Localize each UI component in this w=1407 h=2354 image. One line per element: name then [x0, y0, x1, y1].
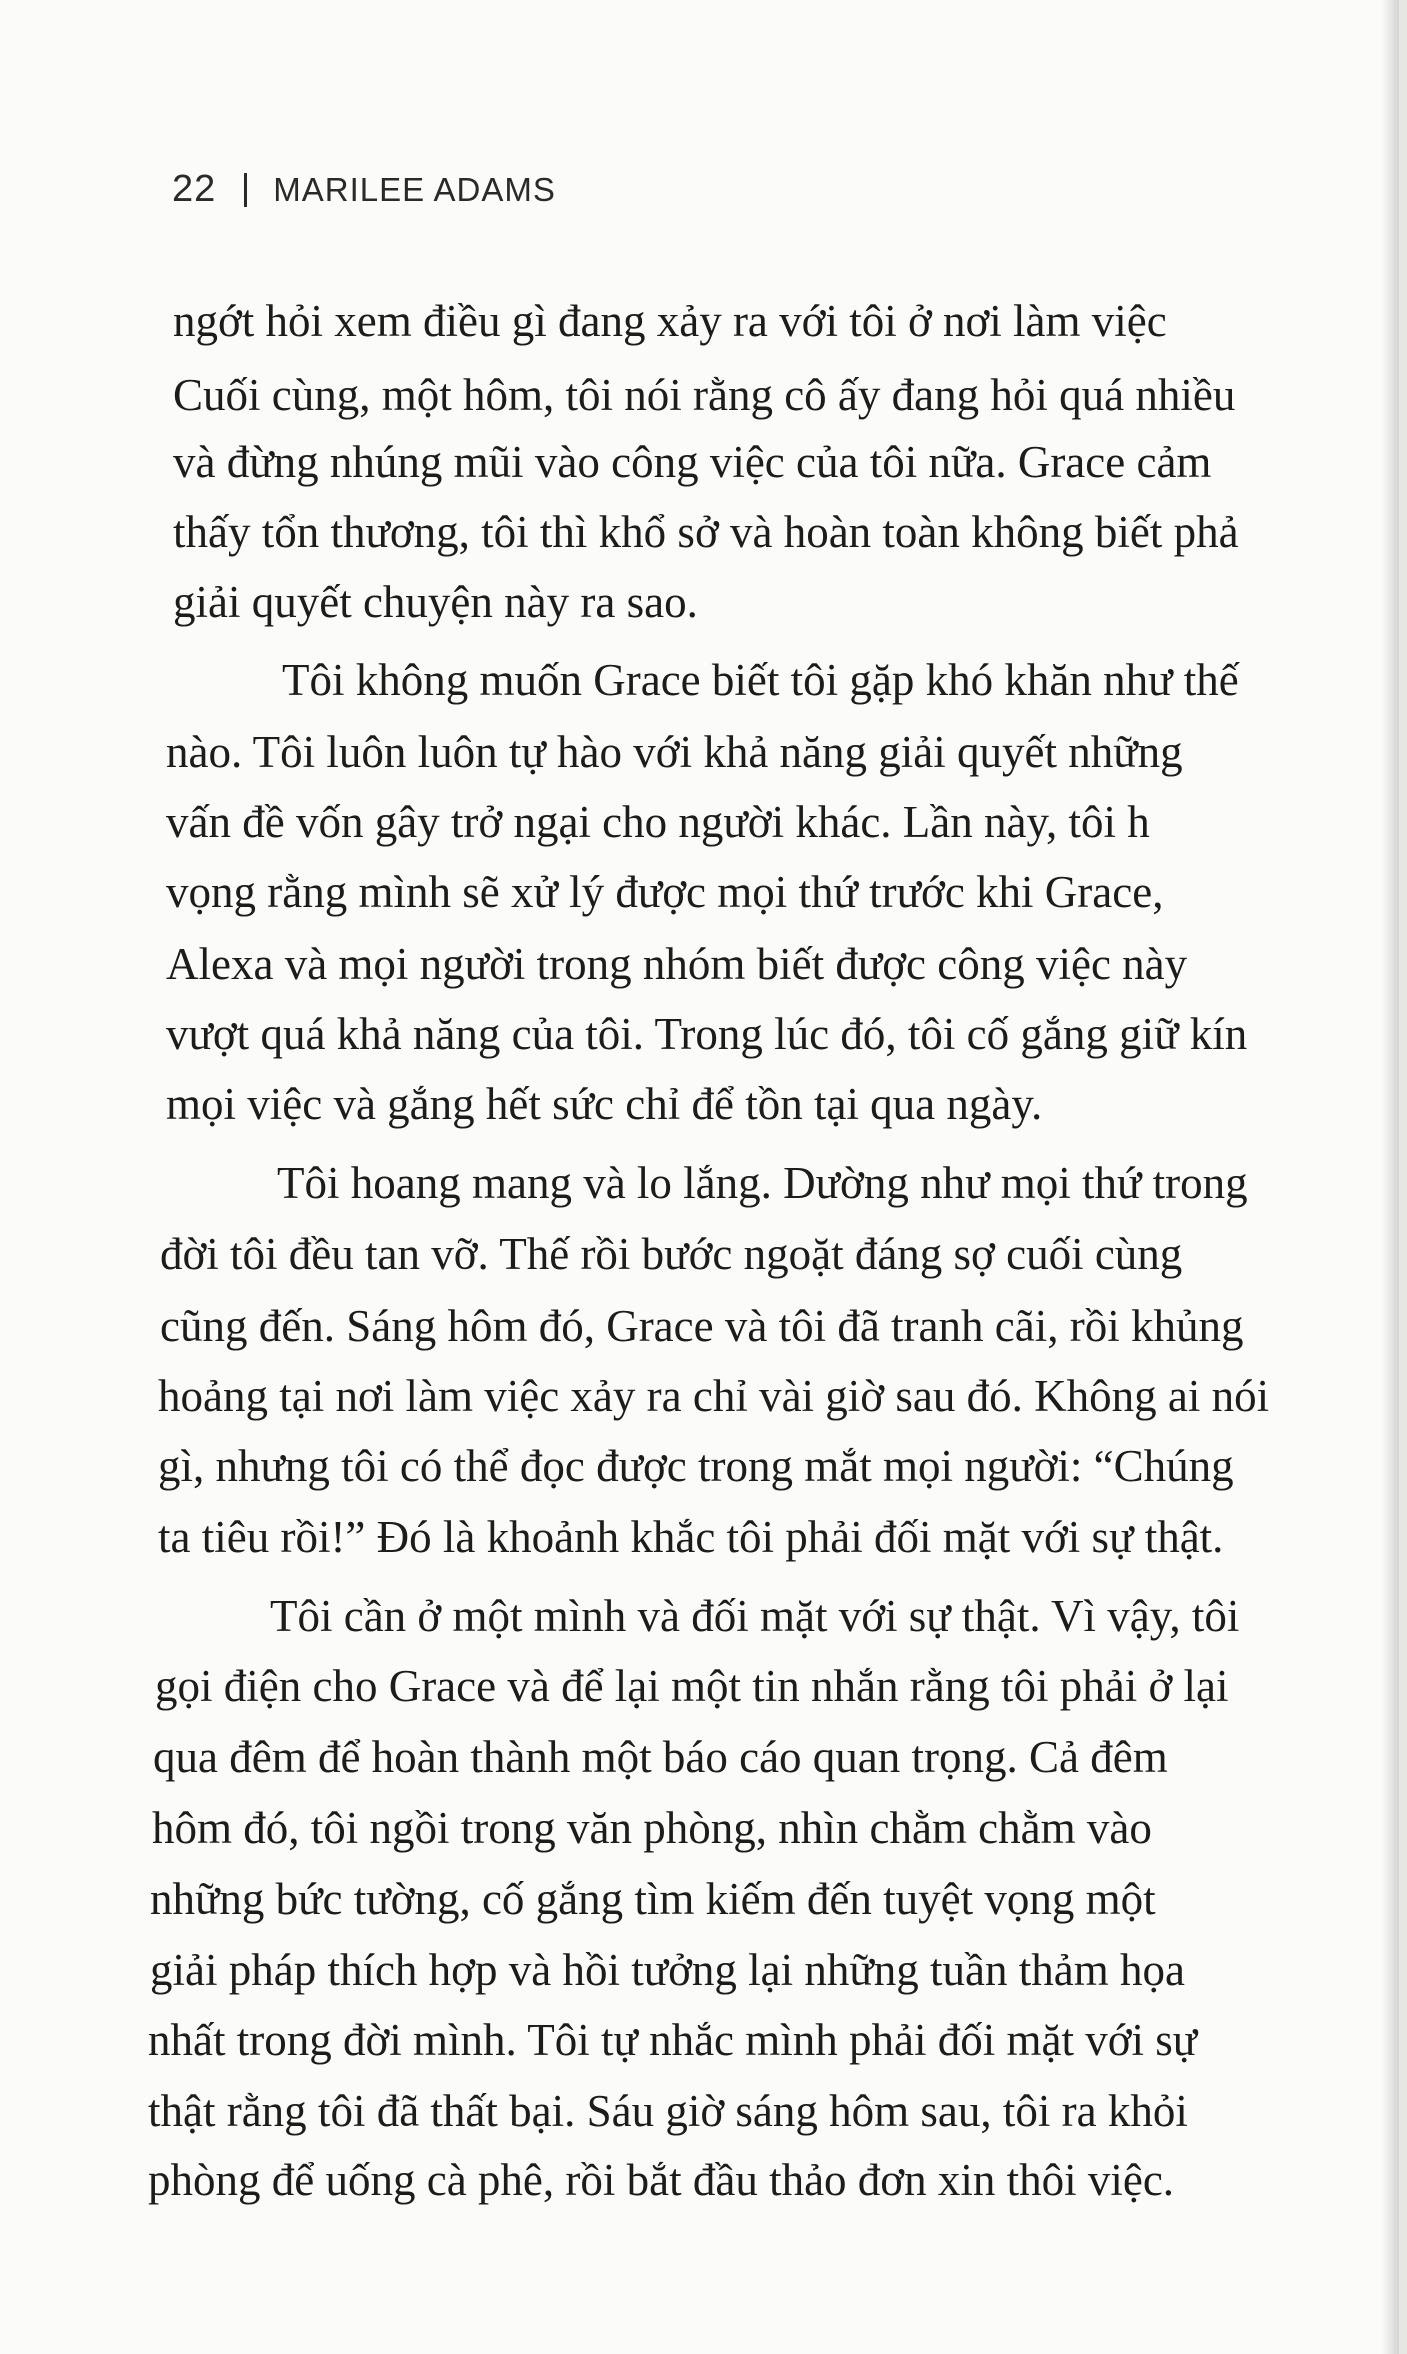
running-header-author: MARILEE ADAMS: [273, 170, 556, 208]
text-line: cũng đến. Sáng hôm đó, Grace và tôi đã tranh cãi, rồi khủng: [160, 1301, 1244, 1351]
text-line: vọng rằng mình sẽ xử lý được mọi thứ trước khi Grace,: [166, 867, 1164, 917]
text-line: Tôi hoang mang và lo lắng. Dường như mọi thứ trong: [277, 1158, 1248, 1208]
text-line: gì, nhưng tôi có thể đọc được trong mắt mọi người: “Chúng: [158, 1441, 1234, 1491]
text-line: nhất trong đời mình. Tôi tự nhắc mình phải đối mặt với sự: [148, 2015, 1198, 2065]
text-line: vấn đề vốn gây trở ngại cho người khác. Lần này, tôi h: [166, 797, 1150, 847]
text-line: những bức tường, cố gắng tìm kiếm đến tuyệt vọng một: [150, 1874, 1156, 1924]
text-line: và đừng nhúng mũi vào công việc của tôi nữa. Grace cảm: [173, 437, 1212, 487]
text-line: thấy tổn thương, tôi thì khổ sở và hoàn toàn không biết phả: [173, 507, 1239, 557]
text-line: Alexa và mọi người trong nhóm biết được công việc này: [166, 939, 1188, 989]
text-line: phòng để uống cà phê, rồi bắt đầu thảo đơn xin thôi việc.: [148, 2155, 1175, 2205]
text-line: giải quyết chuyện này ra sao.: [173, 577, 698, 627]
text-line: Tôi không muốn Grace biết tôi gặp khó khăn như thế: [282, 655, 1239, 705]
text-line: mọi việc và gắng hết sức chỉ để tồn tại qua ngày.: [166, 1079, 1043, 1129]
text-line: đời tôi đều tan vỡ. Thế rồi bước ngoặt đáng sợ cuối cùng: [160, 1229, 1183, 1279]
text-line: ngớt hỏi xem điều gì đang xảy ra với tôi ở nơi làm việc: [173, 296, 1167, 346]
text-line: giải pháp thích hợp và hồi tưởng lại những tuần thảm họa: [150, 1945, 1185, 1995]
text-line: Tôi cần ở một mình và đối mặt với sự thật. Vì vậy, tôi: [270, 1591, 1240, 1641]
text-line: Cuối cùng, một hôm, tôi nói rằng cô ấy đang hỏi quá nhiều: [173, 370, 1236, 420]
text-line: hôm đó, tôi ngồi trong văn phòng, nhìn chằm chằm vào: [152, 1803, 1152, 1853]
text-line: vượt quá khả năng của tôi. Trong lúc đó, tôi cố gắng giữ kín: [166, 1009, 1248, 1059]
text-line: hoảng tại nơi làm việc xảy ra chỉ vài giờ sau đó. Không ai nói: [158, 1371, 1270, 1421]
text-line: nào. Tôi luôn luôn tự hào với khả năng giải quyết những: [166, 727, 1183, 777]
page-number: 22: [172, 168, 217, 210]
text-line: ta tiêu rồi!” Đó là khoảnh khắc tôi phải đối mặt với sự thật.: [158, 1512, 1224, 1562]
text-line: gọi điện cho Grace và để lại một tin nhắn rằng tôi phải ở lại: [155, 1661, 1229, 1711]
text-line: thật rằng tôi đã thất bại. Sáu giờ sáng hôm sau, tôi ra khỏi: [148, 2086, 1188, 2136]
text-line: qua đêm để hoàn thành một báo cáo quan trọng. Cả đêm: [153, 1732, 1168, 1782]
page-edge: [1399, 0, 1407, 2354]
